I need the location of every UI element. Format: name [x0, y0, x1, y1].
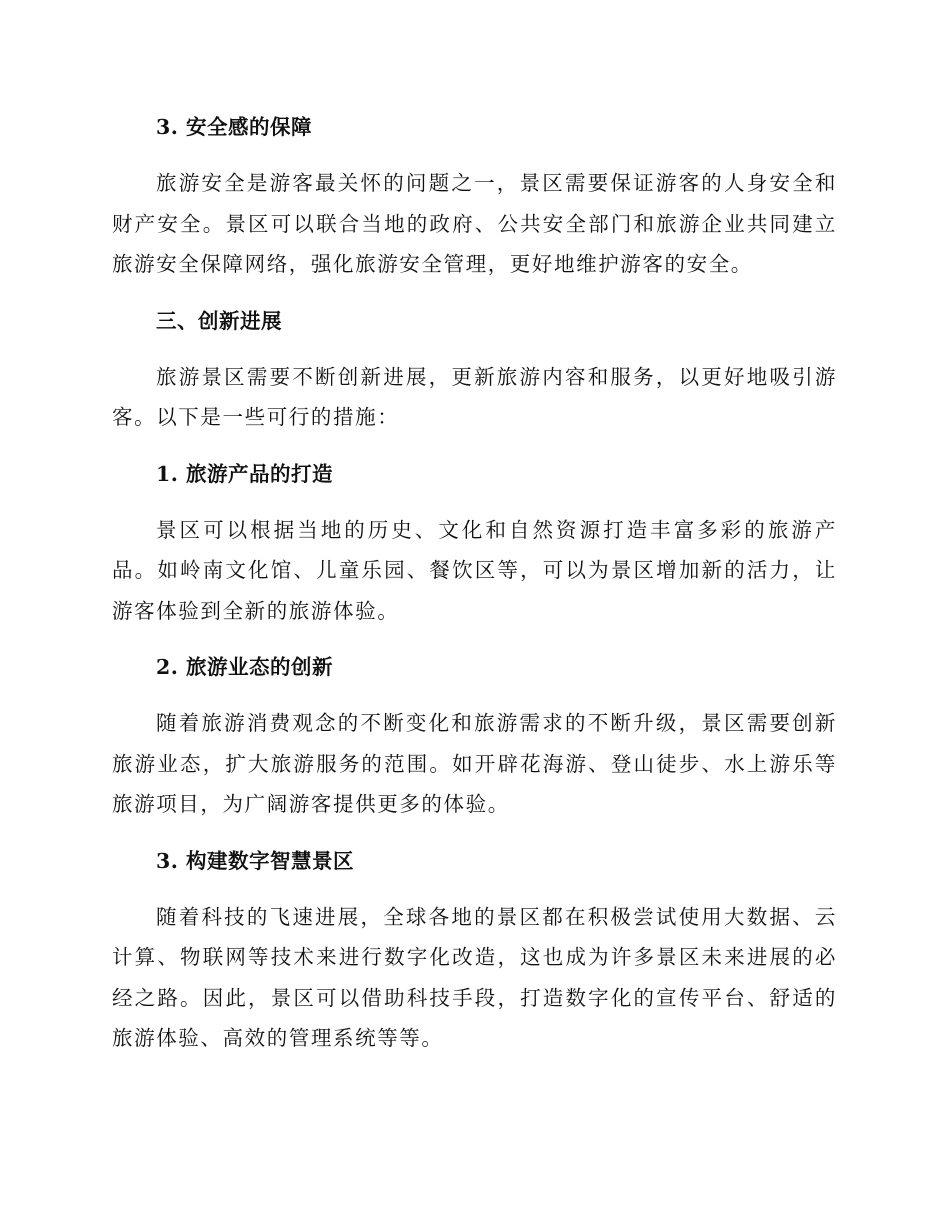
section-heading-innovation: 三、创新进展 [156, 308, 282, 333]
section-heading-digital: 3. 构建数字智慧景区 [156, 848, 355, 873]
section-paragraph-digital: 随着科技的飞速进展，全球各地的景区都在积极尝试使用大数据、云计算、物联网等技术来进行数字化改造，这也成为许多景区未来进展的必经之路。因此，景区可以借助科技手段，打造数字化的宣传平台、舒适的旅游体验、高效的管理系统等等。 [112, 904, 837, 1050]
section-heading-products: 1. 旅游产品的打造 [156, 461, 334, 486]
section-heading-formats: 2. 旅游业态的创新 [156, 655, 334, 679]
section-paragraph-innovation: 旅游景区需要不断创新进展，更新旅游内容和服务，以更好地吸引游客。以下是一些可行的措施： [112, 364, 837, 429]
section-paragraph-products: 景区可以根据当地的历史、文化和自然资源打造丰富多彩的旅游产品。如岭南文化馆、儿童乐园、餐饮区等，可以为景区增加新的活力，让游客体验到全新的旅游体验。 [112, 517, 837, 623]
section-heading-safety: 3. 安全感的保障 [156, 115, 313, 139]
section-paragraph-safety: 旅游安全是游客最关怀的问题之一，景区需要保证游客的人身安全和财产安全。景区可以联合当地的政府、公共安全部门和旅游企业共同建立旅游安全保障网络，强化旅游安全管理，更好地维护游客的安全。 [112, 171, 837, 276]
section-paragraph-formats: 随着旅游消费观念的不断变化和旅游需求的不断升级，景区需要创新旅游业态，扩大旅游服务的范围。如开辟花海游、登山徒步、水上游乐等旅游项目，为广阔游客提供更多的体验。 [112, 711, 837, 816]
document-body [112, 107, 837, 1059]
